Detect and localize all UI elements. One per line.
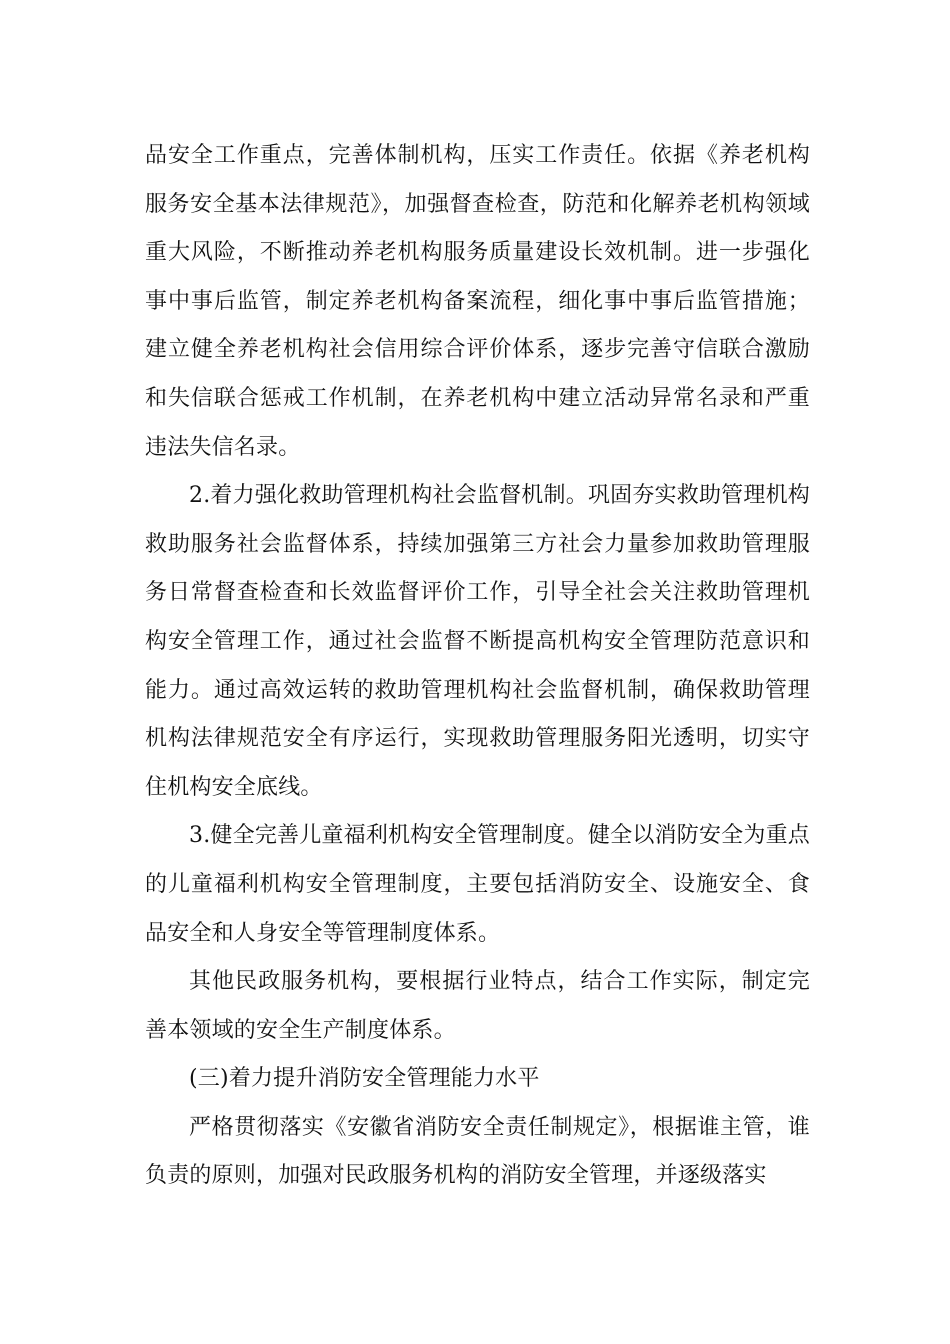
paragraph-fire-safety: 严格贯彻落实《安徽省消防安全责任制规定》，根据谁主管，谁负责的原则，加强对民政服务机构的消防安全管理，并逐级落实 [145, 1114, 810, 1189]
section-heading: (三)着力提升消防安全管理能力水平 [189, 1066, 540, 1092]
paragraph-item-2: 2.着力强化救助管理机构社会监督机制。巩固夯实救助管理机构救助服务社会监督体系，持续加强第三方社会力量参加救助管理服务日常督查检查和长效监督评价工作，引导全社会关注救助管理机构安全管理工作，通过社会监督不断提高机构安全管理防范意识和能力。通过高效运转的救助管理机构社会监督机制，确保救助管理机构法律规范安全有序运行，实现救助管理服务阳光透明，切实守住机构安全底线。 [145, 483, 810, 800]
paragraph-item-3: 3.健全完善儿童福利机构安全管理制度。健全以消防安全为重点的儿童福利机构安全管理制度，主要包括消防安全、设施安全、食品安全和人身安全等管理制度体系。 [145, 823, 810, 946]
paragraph-continuation: 品安全工作重点，完善体制机构，压实工作责任。依据《养老机构服务安全基本法律规范》，加强督查检查，防范和化解养老机构领域重大风险，不断推动养老机构服务质量建设长效机制。进一步强化事中事后监管，制定养老机构备案流程，细化事中事后监管措施；建立健全养老机构社会信用综合评价体系，逐步完善守信联合激励和失信联合惩戒工作机制，在养老机构中建立活动异常名录和严重违法失信名录。 [145, 143, 810, 460]
document-body [145, 132, 810, 1201]
paragraph-other-institutions: 其他民政服务机构，要根据行业特点，结合工作实际，制定完善本领域的安全生产制度体系。 [145, 969, 810, 1043]
